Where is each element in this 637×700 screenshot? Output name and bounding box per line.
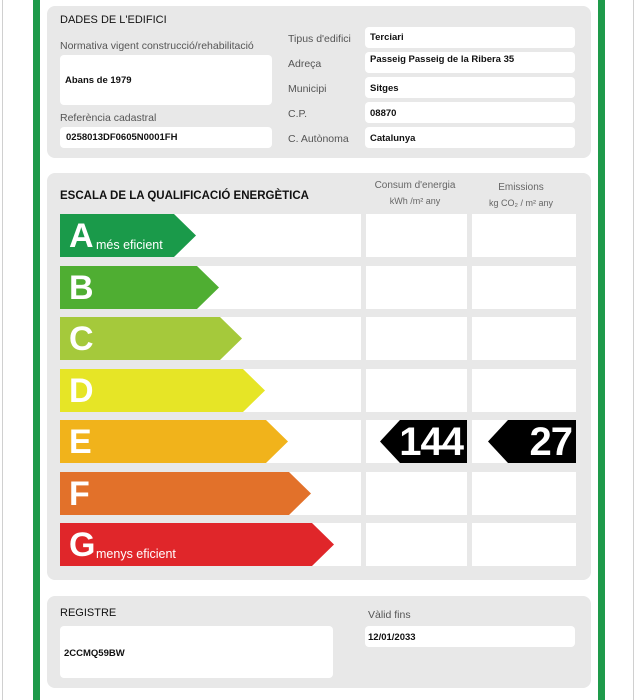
- emissions-header-title: Emissions: [498, 182, 544, 193]
- region-label: C. Autònoma: [288, 133, 349, 145]
- energy-class-letter: F: [69, 475, 90, 513]
- address-label: Adreça: [288, 58, 322, 70]
- valid-until-label: Vàlid fins: [368, 609, 411, 621]
- region-field: [365, 127, 575, 148]
- energy-class-arrow: [60, 472, 311, 515]
- municipality-value: Sitges: [370, 83, 399, 94]
- registry-field: [60, 626, 333, 678]
- energy-class-letter: B: [69, 269, 94, 307]
- energy-class-letter: E: [69, 423, 92, 461]
- emissions-cell: [472, 523, 576, 566]
- cadastral-field: [60, 127, 272, 148]
- rating-value: 144: [399, 420, 463, 464]
- energy-class-letter: A: [69, 217, 94, 255]
- valid-until-field: [365, 626, 575, 647]
- emissions-cell: [472, 472, 576, 515]
- consumption-header-title: Consum d'energia: [374, 180, 456, 191]
- registry-value: 2CCMQ59BW: [64, 648, 125, 659]
- emissions-header: [471, 181, 571, 210]
- energy-class-letter: G: [69, 526, 96, 564]
- emissions-cell: [472, 214, 576, 257]
- energy-class-letter: D: [69, 372, 94, 410]
- emissions-header-unit: kg CO₂ / m² any: [488, 198, 553, 208]
- energy-class-e: [60, 420, 288, 462]
- regulation-field: [60, 55, 272, 105]
- emissions-rating-badge: [488, 420, 576, 463]
- consumption-cell: [366, 266, 467, 309]
- consumption-cell: [366, 523, 467, 566]
- postal-code-value: 08870: [370, 108, 397, 119]
- energy-class-note: més eficient: [96, 238, 163, 252]
- energy-class-f: [60, 472, 311, 514]
- cadastral-label: Referència cadastral: [60, 112, 157, 124]
- emissions-cell: [472, 317, 576, 360]
- cadastral-value: 0258013DF0605N0001FH: [66, 132, 178, 143]
- green-frame-left: [33, 0, 40, 700]
- energy-class-b: [60, 266, 219, 308]
- energy-class-arrow: [60, 420, 288, 463]
- energy-class-g: [60, 523, 334, 565]
- energy-class-d: [60, 369, 265, 411]
- postal-code-field: [365, 102, 575, 123]
- page-border-right: [633, 0, 634, 700]
- valid-until-value: 12/01/2033: [368, 632, 416, 643]
- municipality-label: Municipi: [288, 83, 327, 95]
- building-data-panel: [47, 6, 591, 158]
- postal-code-label: C.P.: [288, 108, 308, 120]
- regulation-value: Abans de 1979: [65, 75, 132, 86]
- registry-section-title: REGISTRE: [60, 607, 117, 619]
- building-type-field: [365, 27, 575, 48]
- building-type-label: Tipus d'edifici: [288, 33, 351, 45]
- emissions-cell: [472, 266, 576, 309]
- energy-class-a: [60, 214, 196, 256]
- building-type-value: Terciari: [370, 32, 404, 43]
- page-border-left: [2, 0, 3, 700]
- consumption-rating-badge: [380, 420, 467, 463]
- building-section-title: DADES DE L'EDIFICI: [60, 14, 167, 26]
- emissions-cell: [472, 369, 576, 412]
- rating-value: 27: [529, 420, 572, 464]
- green-frame-right: [598, 0, 605, 700]
- consumption-cell: [366, 214, 467, 257]
- consumption-header: [365, 179, 465, 208]
- registry-panel: [47, 596, 591, 688]
- address-value: Passeig Passeig de la Ribera 35: [370, 54, 515, 65]
- consumption-header-unit: kWh /m² any: [389, 196, 441, 206]
- regulation-label: Normativa vigent construcció/rehabilitació: [60, 40, 254, 52]
- address-field: [365, 52, 575, 73]
- energy-class-note: menys eficient: [96, 547, 176, 561]
- consumption-cell: [366, 317, 467, 360]
- consumption-cell: [366, 472, 467, 515]
- region-value: Catalunya: [370, 133, 416, 144]
- scale-section-title: ESCALA DE LA QUALIFICACIÓ ENERGÈTICA: [60, 190, 309, 202]
- energy-class-c: [60, 317, 242, 359]
- consumption-cell: [366, 369, 467, 412]
- energy-class-letter: C: [69, 320, 94, 358]
- municipality-field: [365, 77, 575, 98]
